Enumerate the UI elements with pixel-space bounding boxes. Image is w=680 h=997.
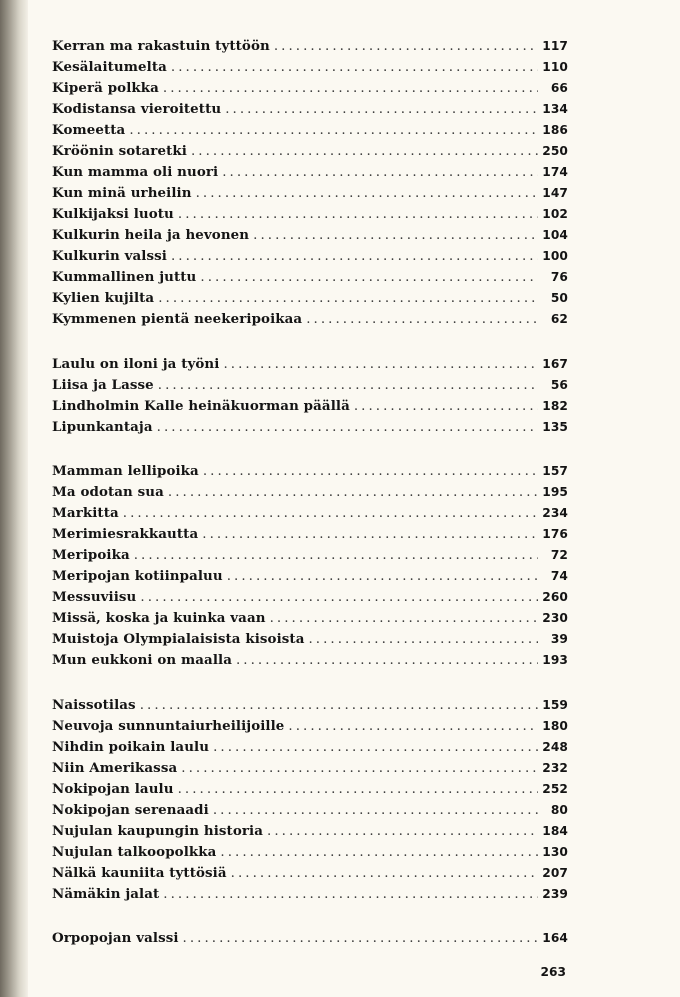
toc-entry xyxy=(52,267,568,288)
toc-entry xyxy=(52,141,568,162)
dot-leader xyxy=(225,99,538,120)
entry-page-number: 135 xyxy=(542,419,568,434)
toc-entry xyxy=(52,737,568,758)
entry-title: Meripoika xyxy=(52,547,130,563)
dot-leader xyxy=(203,461,538,482)
toc-entry xyxy=(52,225,568,246)
toc-entry xyxy=(52,758,568,779)
entry-title: Missä, koska ja kuinka vaan xyxy=(52,610,266,626)
entry-title: Lipunkantaja xyxy=(52,418,153,435)
entry-title: Niin Amerikassa xyxy=(52,759,178,776)
entry-title: Markitta xyxy=(52,505,119,521)
dot-leader xyxy=(163,884,538,905)
entry-page-number: 186 xyxy=(542,123,568,137)
entry-page-number: 110 xyxy=(542,60,568,74)
dot-leader xyxy=(157,417,538,438)
entry-page-number: 66 xyxy=(550,81,568,95)
entry-title: Mun eukkoni on maalla xyxy=(52,652,232,668)
entry-page-number: 130 xyxy=(542,844,568,859)
entry-page-number: 239 xyxy=(542,886,568,901)
entry-page-number: 252 xyxy=(542,781,568,796)
toc-entry xyxy=(52,503,568,524)
dot-leader xyxy=(178,779,538,800)
dot-leader xyxy=(223,354,538,375)
entry-page-number: 234 xyxy=(542,506,568,520)
dot-leader xyxy=(183,928,538,949)
toc-entry xyxy=(52,246,568,267)
toc-entry xyxy=(52,78,568,99)
dot-leader xyxy=(140,587,538,608)
dot-leader xyxy=(236,650,538,671)
table-of-contents xyxy=(52,36,568,973)
toc-entry xyxy=(52,884,568,905)
dot-leader xyxy=(231,863,538,884)
dot-leader xyxy=(171,246,538,267)
entry-page-number: 104 xyxy=(542,228,568,242)
toc-entry xyxy=(52,396,568,417)
dot-leader xyxy=(171,57,538,78)
entry-title: Kerran ma rakastuin tyttöön xyxy=(52,38,270,54)
toc-entry xyxy=(52,695,568,716)
toc-entry xyxy=(52,650,568,671)
toc-entry xyxy=(52,204,568,225)
entry-page-number: 72 xyxy=(550,548,568,562)
dot-leader xyxy=(220,842,538,863)
entry-page-number: 56 xyxy=(550,377,568,392)
dot-leader xyxy=(202,524,538,545)
entry-page-number: 232 xyxy=(542,760,568,775)
dot-leader xyxy=(227,566,538,587)
toc-entry xyxy=(52,524,568,545)
toc-entry xyxy=(52,461,568,482)
toc-entry xyxy=(52,566,568,587)
toc-entry xyxy=(52,863,568,884)
toc-entry xyxy=(52,608,568,629)
entry-title: Laulu on iloni ja työni xyxy=(52,355,220,372)
dot-leader xyxy=(274,36,538,57)
entry-page-number: 230 xyxy=(542,611,568,625)
dot-leader xyxy=(196,183,538,204)
entry-title: Ma odotan sua xyxy=(52,484,164,500)
toc-entry xyxy=(52,417,568,438)
toc-entry xyxy=(52,162,568,183)
entry-page-number: 167 xyxy=(542,356,568,371)
entry-title: Kylien kujilta xyxy=(52,290,155,306)
entry-title: Kulkijaksi luotu xyxy=(52,206,174,222)
entry-page-number: 39 xyxy=(550,632,568,646)
toc-section xyxy=(52,695,568,905)
toc-entry xyxy=(52,183,568,204)
entry-page-number: 62 xyxy=(550,312,568,326)
entry-title: Nokipojan serenaadi xyxy=(52,801,209,818)
entry-title: Kun minä urheilin xyxy=(52,185,192,201)
entry-page-number: 76 xyxy=(550,270,568,284)
entry-page-number: 182 xyxy=(542,398,568,413)
entry-title: Messuviisu xyxy=(52,589,137,605)
entry-title: Kiperä polkka xyxy=(52,80,159,96)
toc-section xyxy=(52,461,568,671)
toc-entry xyxy=(52,36,568,57)
toc-entry xyxy=(52,842,568,863)
entry-title: Orpopojan valssi xyxy=(52,930,179,946)
toc-entry xyxy=(52,928,568,949)
entry-title: Liisa ja Lasse xyxy=(52,376,154,393)
toc-entry xyxy=(52,629,568,650)
entry-page-number: 248 xyxy=(542,739,568,754)
entry-title: Meripojan kotiinpaluu xyxy=(52,568,223,584)
entry-page-number: 193 xyxy=(542,653,568,667)
dot-leader xyxy=(267,821,538,842)
entry-page-number: 260 xyxy=(542,590,568,604)
page-number: 263 xyxy=(540,965,566,979)
toc-entry xyxy=(52,716,568,737)
entry-page-number: 159 xyxy=(542,697,568,712)
entry-title: Nujulan kaupungin historia xyxy=(52,822,263,839)
dot-leader xyxy=(181,758,538,779)
entry-title: Merimiesrakkautta xyxy=(52,526,199,542)
toc-entry xyxy=(52,779,568,800)
entry-title: Nälkä kauniita tyttösiä xyxy=(52,864,227,881)
toc-entry xyxy=(52,482,568,503)
dot-leader xyxy=(140,695,538,716)
entry-title: Nokipojan laulu xyxy=(52,780,174,797)
dot-leader xyxy=(222,162,538,183)
entry-page-number: 100 xyxy=(542,249,568,263)
dot-leader xyxy=(191,141,538,162)
entry-title: Kulkurin valssi xyxy=(52,248,167,264)
entry-page-number: 157 xyxy=(542,464,568,478)
entry-page-number: 117 xyxy=(542,39,568,53)
entry-page-number: 180 xyxy=(542,718,568,733)
entry-title: Mamman lellipoika xyxy=(52,463,199,479)
toc-entry xyxy=(52,57,568,78)
entry-page-number: 147 xyxy=(542,186,568,200)
entry-page-number: 184 xyxy=(542,823,568,838)
dot-leader xyxy=(178,204,538,225)
entry-page-number: 164 xyxy=(542,931,568,945)
dot-leader xyxy=(134,545,538,566)
dot-leader xyxy=(200,267,538,288)
dot-leader xyxy=(158,375,538,396)
entry-page-number: 74 xyxy=(550,569,568,583)
entry-page-number: 174 xyxy=(542,165,568,179)
toc-entry xyxy=(52,800,568,821)
entry-title: Kulkurin heila ja hevonen xyxy=(52,227,250,243)
dot-leader xyxy=(306,309,538,330)
toc-section xyxy=(52,928,568,949)
entry-title: Kodistansa vieroitettu xyxy=(52,101,222,117)
entry-page-number: 176 xyxy=(542,527,568,541)
entry-title: Nujulan talkoopolkka xyxy=(52,843,217,860)
toc-entry xyxy=(52,99,568,120)
dot-leader xyxy=(123,503,538,524)
entry-title: Nihdin poikain laulu xyxy=(52,738,210,755)
entry-title: Kummallinen juttu xyxy=(52,269,197,285)
entry-page-number: 207 xyxy=(542,865,568,880)
entry-page-number: 134 xyxy=(542,102,568,116)
entry-title: Muistoja Olympialaisista kisoista xyxy=(52,631,305,647)
dot-leader xyxy=(163,78,538,99)
toc-entry xyxy=(52,354,568,375)
dot-leader xyxy=(168,482,538,503)
toc-entry xyxy=(52,375,568,396)
dot-leader xyxy=(288,716,538,737)
toc-section xyxy=(52,36,568,330)
dot-leader xyxy=(213,737,538,758)
entry-page-number: 250 xyxy=(542,144,568,158)
dot-leader xyxy=(354,396,538,417)
entry-title: Kymmenen pientä neekeripoikaa xyxy=(52,311,303,327)
entry-title: Neuvoja sunnuntaiurheilijoille xyxy=(52,717,285,734)
entry-page-number: 102 xyxy=(542,207,568,221)
dot-leader xyxy=(129,120,538,141)
entry-title: Lindholmin Kalle heinäkuorman päällä xyxy=(52,397,350,414)
toc-entry xyxy=(52,309,568,330)
entry-title: Kröönin sotaretki xyxy=(52,143,187,159)
dot-leader xyxy=(308,629,538,650)
toc-entry xyxy=(52,120,568,141)
dot-leader xyxy=(270,608,538,629)
entry-title: Naissotilas xyxy=(52,696,136,713)
toc-entry xyxy=(52,288,568,309)
toc-entry xyxy=(52,587,568,608)
entry-page-number: 195 xyxy=(542,485,568,499)
entry-title: Komeetta xyxy=(52,122,126,138)
entry-title: Nämäkin jalat xyxy=(52,885,160,902)
toc-entry xyxy=(52,545,568,566)
entry-page-number: 50 xyxy=(550,291,568,305)
entry-title: Kesälaitumelta xyxy=(52,59,167,75)
toc-entry xyxy=(52,821,568,842)
book-spine-shadow xyxy=(0,0,28,997)
entry-page-number: 80 xyxy=(550,802,568,817)
toc-section xyxy=(52,354,568,438)
dot-leader xyxy=(213,800,538,821)
dot-leader xyxy=(158,288,538,309)
dot-leader xyxy=(253,225,538,246)
entry-title: Kun mamma oli nuori xyxy=(52,164,219,180)
